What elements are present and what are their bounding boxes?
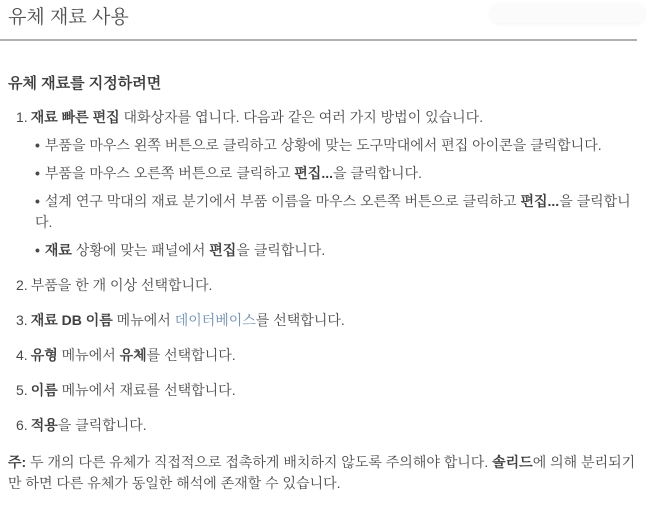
bullet-text bbox=[45, 137, 602, 153]
text-run: 을 클릭합니다. bbox=[57, 417, 147, 433]
bullet-item bbox=[35, 163, 633, 184]
emphasized-text: 주: bbox=[8, 454, 27, 470]
step-item bbox=[16, 310, 633, 331]
text-run: 설계 연구 막대의 재료 분기에서 부품 이름을 마우스 오른쪽 버튼으로 클릭하고 bbox=[44, 193, 521, 209]
text-run: 두 개의 다른 유체가 직접적으로 접촉하게 배치하지 않도록 주의해야 합니다. bbox=[26, 454, 493, 470]
bullet-text bbox=[45, 165, 422, 181]
step-number: 3. bbox=[16, 312, 28, 328]
page-title: 유체 재료 사용 bbox=[8, 7, 129, 28]
bullet-item bbox=[35, 135, 633, 156]
step-text bbox=[31, 417, 147, 433]
bullet-text bbox=[35, 193, 631, 230]
emphasized-text: 유형 bbox=[30, 347, 58, 363]
bullet-icon: • bbox=[35, 242, 40, 258]
step-item bbox=[16, 275, 633, 296]
text-run: 부품을 마우스 오른쪽 버튼으로 클릭하고 bbox=[44, 165, 295, 181]
bullet-icon: • bbox=[35, 165, 40, 181]
step-text bbox=[31, 347, 236, 363]
emphasized-text: 편집 bbox=[209, 242, 237, 258]
step-number: 4. bbox=[16, 347, 28, 363]
step-number: 1. bbox=[16, 109, 28, 125]
step-number: 6. bbox=[16, 417, 28, 433]
text-run: 메뉴에서 bbox=[57, 347, 120, 363]
step-text bbox=[31, 382, 236, 398]
top-right-placeholder bbox=[490, 3, 645, 23]
emphasized-text: 유체 bbox=[119, 347, 147, 363]
bullet-item bbox=[35, 191, 633, 233]
step-number: 5. bbox=[16, 382, 28, 398]
text-run: 메뉴에서 bbox=[112, 312, 175, 328]
text-run: 상황에 맞는 패널에서 bbox=[71, 242, 210, 258]
emphasized-text: 편집... bbox=[520, 193, 560, 209]
step-item bbox=[16, 415, 633, 436]
step-text bbox=[31, 277, 213, 293]
bullet-text bbox=[45, 242, 325, 258]
text-run: 메뉴에서 재료를 선택합니다. bbox=[57, 382, 236, 398]
emphasized-text: 편집... bbox=[294, 165, 333, 181]
bullet-item bbox=[35, 240, 633, 261]
step-item bbox=[16, 107, 633, 128]
step-item bbox=[16, 380, 633, 401]
note bbox=[8, 452, 639, 494]
text-run: 대화상자를 엽니다. 다음과 같은 여러 가지 방법이 있습니다. bbox=[119, 109, 484, 125]
step-item bbox=[16, 345, 633, 366]
text-run: 을 클릭합니다. bbox=[35, 193, 631, 230]
bullet-icon: • bbox=[35, 137, 40, 153]
bullet-list bbox=[16, 135, 633, 261]
emphasized-text: 이름 bbox=[30, 382, 58, 398]
bullet-icon: • bbox=[35, 193, 40, 209]
emphasized-text: 적용 bbox=[30, 417, 58, 433]
step-text bbox=[31, 312, 345, 328]
emphasized-text: 재료 DB 이름 bbox=[30, 312, 113, 328]
steps-list bbox=[0, 107, 647, 436]
text-run: 을 클릭합니다. bbox=[236, 242, 326, 258]
text-run: 를 선택합니다. bbox=[146, 347, 236, 363]
text-run: 에 의해 분리되기만 하면 다른 유체가 동일한 해석에 존재할 수 있습니다. bbox=[8, 454, 636, 491]
emphasized-text: 재료 bbox=[44, 242, 72, 258]
text-run: 을 클릭합니다. bbox=[332, 165, 422, 181]
text-run: 부품을 한 개 이상 선택합니다. bbox=[30, 277, 213, 293]
emphasized-text: 재료 빠른 편집 bbox=[30, 109, 120, 125]
title-divider bbox=[0, 39, 637, 41]
step-number: 2. bbox=[16, 277, 28, 293]
section-heading: 유체 재료를 지정하려면 bbox=[8, 75, 162, 92]
step-text bbox=[31, 109, 483, 125]
text-run: 부품을 마우스 왼쪽 버튼으로 클릭하고 상황에 맞는 도구막대에서 편집 아이콘을 클릭합니다. bbox=[44, 137, 602, 153]
database-link[interactable]: 데이터베이스 bbox=[174, 312, 256, 328]
emphasized-text: 솔리드 bbox=[492, 454, 533, 470]
text-run: 를 선택합니다. bbox=[255, 312, 345, 328]
